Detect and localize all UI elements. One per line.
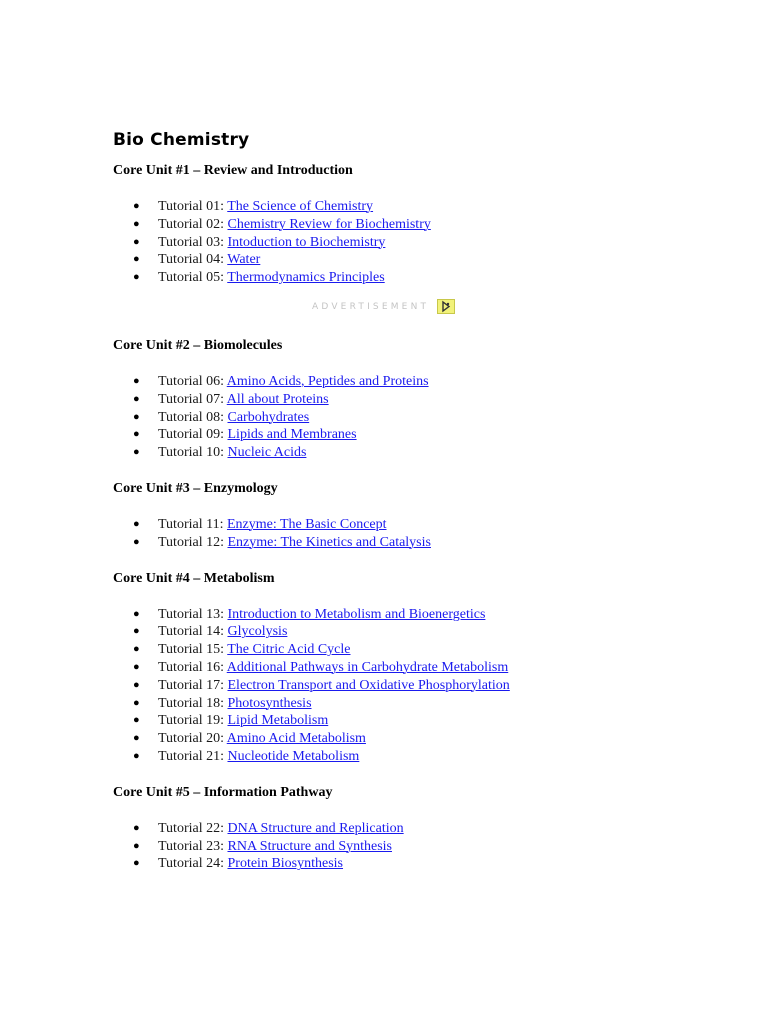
tutorial-list-item [113,838,733,856]
bullet-icon: ● [133,200,140,212]
bullet-icon: ● [133,446,140,459]
bullet-icon: ● [133,857,140,870]
tutorial-list [113,516,733,552]
tutorial-link[interactable]: DNA Structure and Replication [227,820,404,836]
tutorial-link[interactable]: Thermodynamics Principles [227,270,385,286]
unit-heading: Core Unit #1 – Review and Introduction [113,163,353,178]
tutorial-number: Tutorial 03: [158,234,228,250]
tutorial-list-item [113,391,733,409]
tutorial-number: Tutorial 18: [158,695,228,711]
tutorial-number: Tutorial 14: [158,624,228,640]
unit-heading: Core Unit #5 – Information Pathway [113,784,333,800]
tutorial-link[interactable]: Nucleotide Metabolism [227,748,360,764]
document-page [113,128,733,891]
tutorial-link[interactable]: The Citric Acid Cycle [227,642,351,658]
bullet-icon: ● [133,643,140,656]
tutorial-number: Tutorial 17: [158,677,228,693]
tutorial-number: Tutorial 01: [158,199,228,214]
bullet-icon: ● [133,374,140,387]
tutorial-link[interactable]: Intoduction to Biochemistry [227,234,386,250]
tutorial-number: Tutorial 16: [158,659,227,675]
unit-heading: Core Unit #2 – Biomolecules [113,337,283,353]
bullet-icon: ● [133,678,140,691]
tutorial-link[interactable]: Additional Pathways in Carbohydrate Metabolism [226,659,509,675]
tutorial-link[interactable]: Nucleic Acids [227,445,307,461]
tutorial-list [113,373,733,462]
tutorial-list-item [113,730,733,748]
tutorial-link[interactable]: Enzyme: The Kinetics and Catalysis [227,534,431,550]
tutorial-link[interactable]: Water [227,252,261,268]
tutorial-list-item [113,820,733,838]
tutorial-list-item [113,216,733,234]
tutorial-number: Tutorial 10: [158,445,228,461]
tutorial-link[interactable]: Carbohydrates [227,409,310,425]
tutorial-link[interactable]: The Science of Chemistry [227,199,374,214]
unit-heading: Core Unit #3 – Enzymology [113,480,278,496]
tutorial-list-item [113,409,733,427]
tutorial-list-item [113,641,733,659]
tutorial-link[interactable]: Photosynthesis [227,695,312,711]
tutorial-list-item [113,269,733,287]
tutorial-number: Tutorial 11: [158,516,227,532]
tutorial-list-item [113,712,733,730]
tutorial-number: Tutorial 08: [158,409,228,425]
bullet-icon: ● [133,271,140,284]
tutorial-number: Tutorial 07: [158,391,227,407]
tutorial-number: Tutorial 04: [158,252,228,268]
tutorial-number: Tutorial 06: [158,373,227,389]
bullet-icon: ● [133,625,140,638]
tutorial-number: Tutorial 23: [158,838,228,854]
tutorial-list-item [113,855,733,873]
bullet-icon: ● [133,535,140,548]
bullet-icon: ● [133,660,140,673]
tutorial-number: Tutorial 05: [158,270,228,286]
bullet-icon: ● [133,517,140,530]
bullet-icon: ● [133,217,140,230]
tutorial-list-item [113,695,733,713]
tutorial-list-item [113,373,733,391]
tutorial-list-item [113,444,733,462]
advertisement-label: ADVERTISEMENT [312,301,430,312]
page-title: Bio Chemistry [113,130,250,150]
tutorial-link[interactable]: RNA Structure and Synthesis [227,838,392,854]
tutorial-list [113,820,733,873]
tutorial-list-item [113,234,733,252]
bullet-icon: ● [133,253,140,266]
tutorial-number: Tutorial 21: [158,748,228,764]
bullet-icon: ● [133,749,140,762]
tutorial-link[interactable]: Chemistry Review for Biochemistry [227,216,431,232]
tutorial-list-item [113,623,733,641]
tutorial-number: Tutorial 13: [158,606,228,622]
tutorial-link[interactable]: Introduction to Metabolism and Bioenergetics [227,606,486,622]
tutorial-number: Tutorial 15: [158,642,228,658]
tutorial-list [113,198,733,287]
tutorial-link[interactable]: Glycolysis [227,624,288,640]
advertisement-banner [113,299,733,321]
tutorial-list-item [113,677,733,695]
tutorial-number: Tutorial 20: [158,731,227,747]
tutorial-link[interactable]: Protein Biosynthesis [227,856,344,872]
tutorial-number: Tutorial 22: [158,820,228,836]
bullet-icon: ● [133,428,140,441]
tutorial-list-item [113,659,733,677]
bullet-icon: ● [133,607,140,620]
tutorial-list-item [113,516,733,534]
tutorial-link[interactable]: Enzyme: The Basic Concept [226,516,387,532]
ad-choices-icon[interactable] [437,299,455,314]
bullet-icon: ● [133,714,140,727]
tutorial-link[interactable]: Amino Acids, Peptides and Proteins [226,373,429,389]
tutorial-link[interactable]: Amino Acid Metabolism [226,731,366,747]
tutorial-number: Tutorial 09: [158,427,228,443]
tutorial-link[interactable]: All about Proteins [226,391,329,407]
tutorial-list-item [113,534,733,552]
tutorial-list-item [113,606,733,624]
bullet-icon: ● [133,392,140,405]
tutorial-link[interactable]: Lipids and Membranes [227,427,357,443]
bullet-icon: ● [133,839,140,852]
bullet-icon: ● [133,410,140,423]
units-container [113,162,733,873]
tutorial-link[interactable]: Electron Transport and Oxidative Phosphorylation [227,677,510,693]
tutorial-list-item [113,251,733,269]
tutorial-number: Tutorial 24: [158,856,228,872]
tutorial-list [113,606,733,766]
tutorial-number: Tutorial 12: [158,534,228,550]
tutorial-number: Tutorial 19: [158,713,228,729]
bullet-icon: ● [133,235,140,248]
tutorial-link[interactable]: Lipid Metabolism [227,713,329,729]
bullet-icon: ● [133,821,140,834]
tutorial-list-item [113,748,733,766]
bullet-icon: ● [133,732,140,745]
unit-heading: Core Unit #4 – Metabolism [113,570,275,586]
bullet-icon: ● [133,696,140,709]
tutorial-number: Tutorial 02: [158,216,228,232]
tutorial-list-item [113,426,733,444]
tutorial-list-item [113,198,733,216]
